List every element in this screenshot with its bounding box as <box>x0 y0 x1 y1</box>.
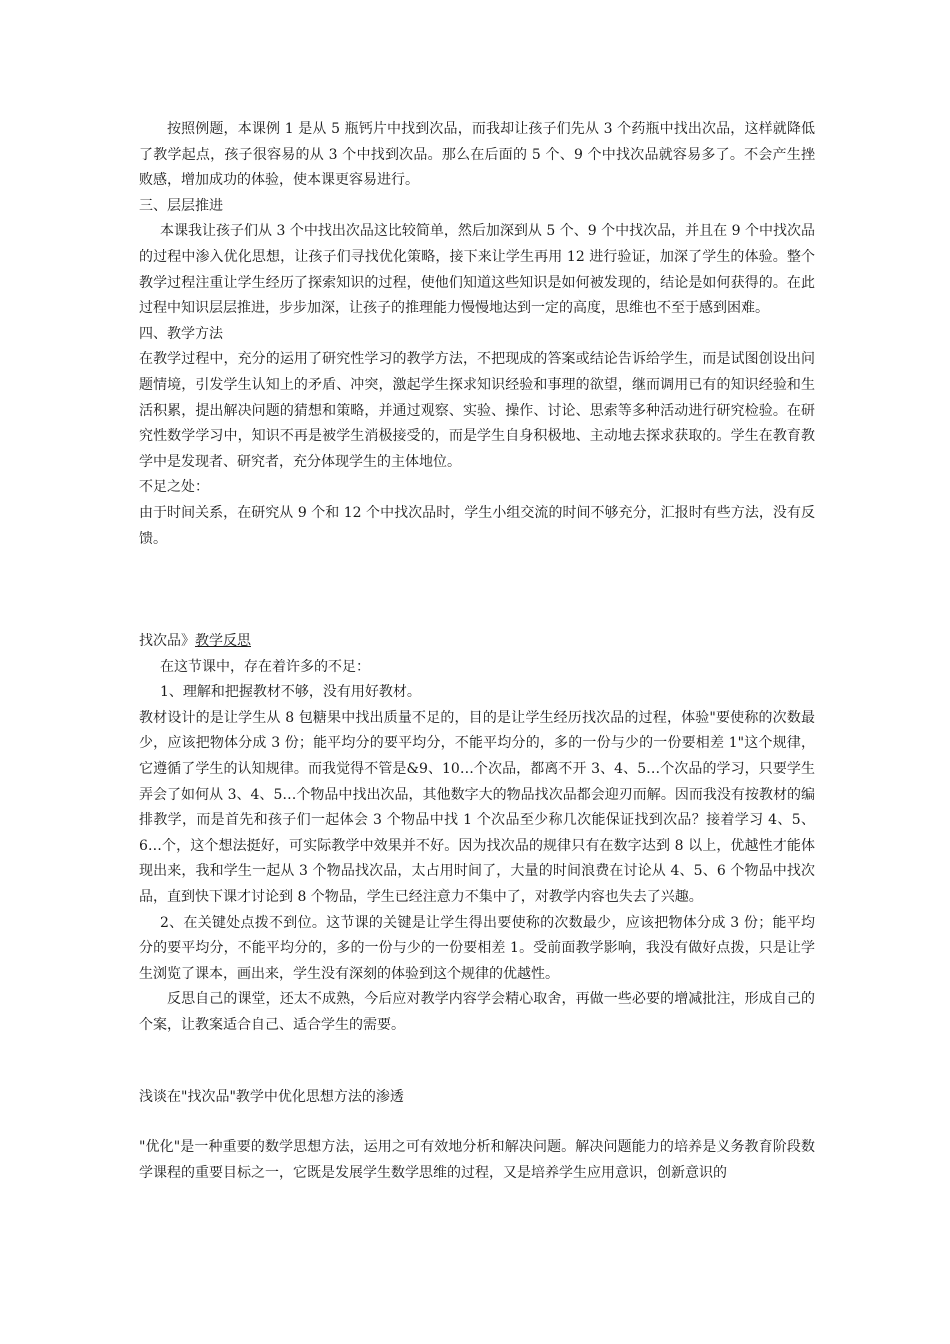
section-spacer <box>139 552 815 629</box>
paragraph-shortcomings: 由于时间关系，在研究从 9 个和 12 个中找次品时，学生小组交流的时间不够充分，汇报时有些方法，没有反馈。 <box>139 504 815 547</box>
paragraph-layered-progression: 本课我让孩子们从 3 个中找出次品这比较简单，然后加深到从 5 个、9 个中找次品，并且在 9 个中找次品的过程中渗入优化思想，让孩子们寻找优化策略，接下来让学生再用 12 进行验证，加深了学生的体验。整个教学过程注重让学生经历了探索知识的过程，使他们知道这些知识是如何被发现的，结论是如何获得的。在此过程中知识层层推进，步步加深，让孩子的推理能力慢慢地达到一定的高度，思维也不至于感到困难。 <box>139 223 815 317</box>
paragraph-textbook-design: 教材设计的是让学生从 8 包糖果中找出质量不足的，目的是让学生经历找次品的过程，体验"要使称的次数最少，应该把物体分成 3 份；能平均分的要平均分，不能平均分的，多的一份与少的一份要相差 1"这个规律，它遵循了学生的认知规律。而我觉得不管是&9、10…个次品，都离不开 3、4、5…个次品的学习，只要学生弄会了如何从 3、4、5…个物品中找出次品，其他数字大的物品找次品都会迎刃而解。因而我没有按教材的编排教学，而是首先和孩子们一起体会 3 个物品中找 1 个次品至少称几次能保证找到次品？接着学习 4、5、6…个，这个想法挺好，可实际教学中效果并不好。因为找次品的规律只有在数字达到 8 以上，优越性才能体现出来，我和学生一起从 3 个物品找次品，太占用时间了，大量的时间浪费在讨论从 4、5、6 个物品中找次品，直到快下课才讨论到 8 个物品，学生已经注意力不集中了，对教学内容也失去了兴趣。 <box>139 709 815 906</box>
heading-layered-progression: 三、层层推进 <box>139 197 223 214</box>
document-page <box>139 117 815 1186</box>
heading-shortcomings: 不足之处： <box>139 479 209 496</box>
point-two: 2、在关键处点拨不到位。这节课的关键是让学生得出要使称的次数最少，应该把物体分成 3 份；能平均分的要平均分，不能平均分的，多的一份与少的一份要相差 1。受前面教学影响，我没有做好点拨，只是让学生浏览了课本，画出来，学生没有深刻的体验到这个规律的优越性。 <box>139 914 815 982</box>
section-spacer <box>139 1110 815 1135</box>
section3-title: 浅谈在"找次品"教学中优化思想方法的渗透 <box>139 1088 404 1105</box>
heading-teaching-method: 四、教学方法 <box>139 325 223 342</box>
paragraph-reflection: 反思自己的课堂，还太不成熟，今后应对教学内容学会精心取舍，再做一些必要的增减批注，形成自己的个案，让教案适合自己、适合学生的需要。 <box>139 991 815 1033</box>
paragraph-optimization: "优化"是一种重要的数学思想方法，运用之可有效地分析和解决问题。解决问题能力的培养是义务教育阶段数学课程的重要目标之一，它既是发展学生数学思维的过程，又是培养学生应用意识，创新意识的 <box>139 1139 815 1181</box>
section-spacer <box>139 1039 815 1085</box>
point-one: 1、理解和把握教材不够，没有用好教材。 <box>160 684 421 701</box>
title-prefix: 找次品》 <box>139 633 195 650</box>
paragraph-intro: 在这节课中，存在着许多的不足： <box>160 658 370 675</box>
paragraph-teaching-method: 在教学过程中，充分的运用了研究性学习的教学方法，不把现成的答案或结论告诉给学生，而是试图创设出问题情境，引发学生认知上的矛盾、冲突，激起学生探求知识经验和事理的欲望，继而调用已有的知识经验和生活积累，提出解决问题的猜想和策略，并通过观察、实验、操作、讨论、思索等多种活动进行研究检验。在研究性数学学习中，知识不再是被学生消极接受的，而是学生自身积极地、主动地去探求获取的。学生在教育教学中是发现者、研究者，充分体现学生的主体地位。 <box>139 351 815 470</box>
paragraph-lower-starting-point: 按照例题，本课例 1 是从 5 瓶钙片中找到次品，而我却让孩子们先从 3 个药瓶中找出次品，这样就降低了教学起点，孩子很容易的从 3 个中找到次品。那么在后面的 5 个、9 个中找次品就容易多了。不会产生挫败感，增加成功的体验，使本课更容易进行。 <box>139 121 815 189</box>
title-link[interactable]: 教学反思 <box>195 633 251 650</box>
section2-title <box>139 629 815 655</box>
